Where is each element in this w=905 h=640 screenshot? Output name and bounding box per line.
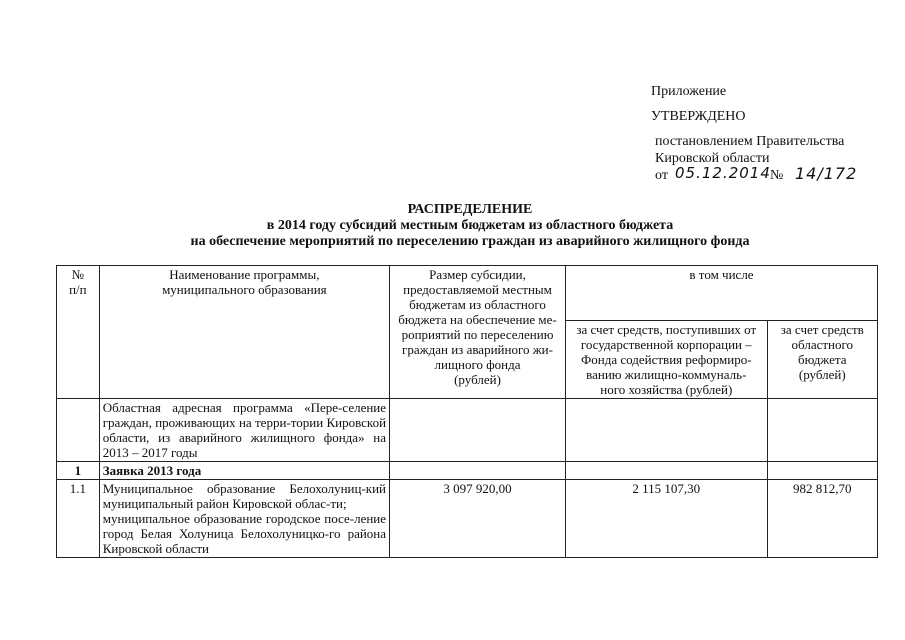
header-size — [390, 266, 566, 399]
header-fund — [566, 321, 768, 399]
title-line-3: на обеспечение мероприятий по переселению граждан из аварийного жилищного фонда — [190, 234, 750, 249]
program-regional — [767, 399, 877, 462]
section-regional — [767, 462, 877, 480]
title-line-1: РАСПРЕДЕЛЕНИЕ — [407, 202, 533, 217]
header-num — [57, 266, 100, 399]
row-size: 3 097 920,00 — [390, 480, 566, 558]
section-size — [390, 462, 566, 480]
header-size-text: Размер субсидии, предоставляемой местным бюджетам из областного бюджета на обеспечение ме- роприятий по переселению граждан из аварийного жи- лищного фонда (рублей) — [398, 267, 557, 387]
table-row — [57, 480, 878, 558]
section-num: 1 — [57, 462, 100, 480]
approval-block — [651, 83, 891, 189]
program-row — [57, 399, 878, 462]
appendix-label: Приложение — [651, 84, 727, 99]
approved-label: УТВЕРЖДЕНО — [651, 109, 746, 124]
section-fund — [566, 462, 768, 480]
header-including-text: в том числе — [689, 267, 754, 282]
resolution-line-2: Кировской области — [655, 151, 770, 166]
program-name: Областная адресная программа «Пере-селение граждан, проживающих на терри-тории Кировской области, из аварийного жилищного фонда» на 2013 – 2017 годы — [99, 399, 389, 462]
row-name: Муниципальное образование Белохолуниц-кий муниципальный район Кировской облас-ти; муниципальное образование городское посе-ление город Белая Холуница Белохолуницко-го района Кировской области — [99, 480, 389, 558]
header-name-text: Наименование программы, муниципального образования — [162, 267, 327, 297]
handwritten-date: 05.12.2014 — [675, 164, 771, 182]
table-header-row-1 — [57, 266, 878, 321]
resolution-line-1: постановлением Правительства — [655, 134, 845, 149]
title-line-2: в 2014 году субсидий местным бюджетам из областного бюджета — [266, 218, 674, 233]
row-num: 1.1 — [57, 480, 100, 558]
header-num-text: № п/п — [69, 267, 87, 297]
program-fund — [566, 399, 768, 462]
row-regional: 982 812,70 — [767, 480, 877, 558]
document-title — [150, 202, 790, 250]
header-fund-text: за счет средств, поступивших от государственной корпорации – Фонда содействия реформиро- ванию жилищно-коммуналь- ного хозяйства (рублей) — [576, 322, 757, 397]
program-size — [390, 399, 566, 462]
distribution-table — [56, 265, 878, 558]
resolution-text — [651, 133, 891, 189]
header-regional — [767, 321, 877, 399]
header-regional-text: за счет средств областного бюджета (рублей) — [780, 322, 864, 382]
program-num — [57, 399, 100, 462]
date-prefix: от — [655, 168, 668, 183]
header-including — [566, 266, 878, 321]
section-row — [57, 462, 878, 480]
resolution-date-number-line — [655, 164, 891, 189]
number-label: № — [770, 168, 784, 183]
handwritten-number: 14/172 — [795, 164, 858, 183]
header-name — [99, 266, 389, 399]
row-fund: 2 115 107,30 — [566, 480, 768, 558]
section-name: Заявка 2013 года — [99, 462, 389, 480]
